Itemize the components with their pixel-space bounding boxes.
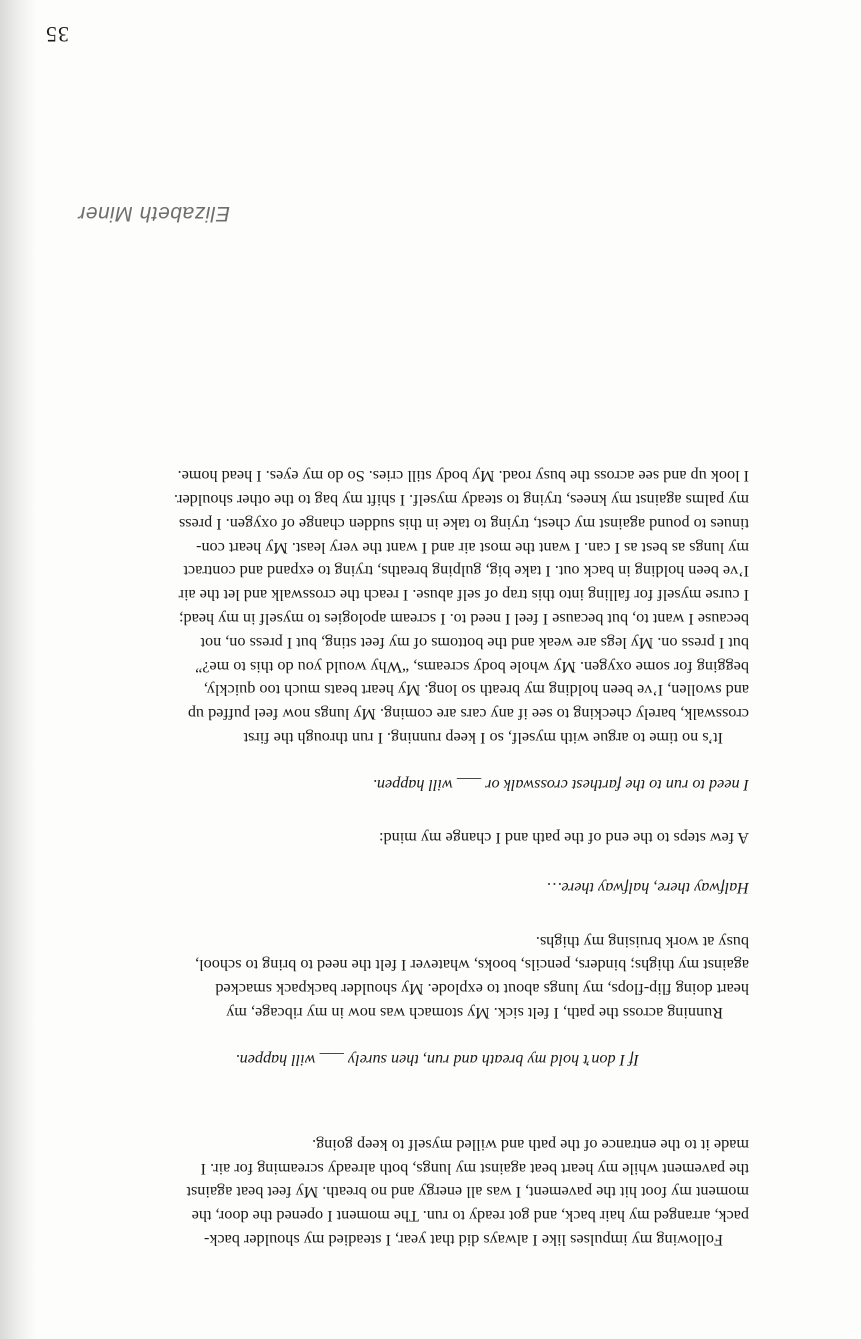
paragraph-1 (109, 1132, 749, 1251)
page-number: 35 (45, 22, 69, 47)
text-line: busy at work bruising my thighs. (535, 932, 749, 951)
text-line: but I press on. My legs are weak and the bottoms of my feet sting, but I press on, not (200, 633, 749, 652)
italic-thought-1 (0, 1047, 639, 1071)
text-line: I look up and see across the busy road. My body still cries. So do my eyes. I head home. (177, 467, 749, 486)
text-line: pack, arranged my hair back, and got ready to run. The moment I opened the door, the (191, 1207, 749, 1226)
text-line: moment my foot hit the pavement, I was all energy and no breath. My feet beat against (186, 1183, 749, 1202)
text-line: I curse myself for falling into this trap of self abuse. I reach the crosswalk and let the air (178, 586, 749, 605)
text-line: because I want to, but because I feel I need to. I scream apologies to myself in my head; (179, 610, 749, 629)
text-line: Following my impulses like I always did that year, I steadied my shoulder back- (203, 1231, 723, 1249)
text-line: Running across the path, I felt sick. My stomach was now in my ribcage, my (226, 1004, 723, 1022)
text-line: made it to the entrance of the path and willed myself to keep going. (312, 1135, 749, 1154)
paragraph-3 (109, 463, 749, 749)
text-line: I need to run to the farthest crosswalk or ___ will happen. (372, 776, 749, 794)
text-line: the pavement while my heart beat against my lungs, both already screaming for air. I (200, 1159, 749, 1178)
text-line: Halfway there, halfway there… (546, 879, 749, 897)
text-line: and swollen, I’ve been holding my breath so long. My heart beats much too quickly, (203, 681, 749, 700)
text-line: If I don’t hold my breath and run, then surely ___ will happen. (235, 1051, 639, 1069)
text-line: tinues to pound against my chest, trying to take in this sudden change of oxygen. I press (178, 514, 749, 533)
paragraph-transition (109, 825, 749, 849)
text-line: begging for some oxygen. My whole body screams, “Why would you do this to me?” (195, 657, 749, 676)
text-line: It’s no time to argue with myself, so I keep running. I run through the first (243, 729, 723, 747)
italic-thought-3 (109, 772, 749, 796)
text-line: my lungs as best as I can. I want the most air and I want the very least. My heart con- (196, 538, 749, 557)
text-line: A few steps to the end of the path and I change my mind: (379, 829, 749, 847)
text-line: heart doing flip-flops, my lungs about to explode. My shoulder backpack smacked (215, 980, 749, 999)
text-line: my palms against my knees, trying to steady myself. I shift my bag to the other shoulder. (173, 491, 749, 510)
text-line: crosswalk, barely checking to see if any cars are coming. My lungs now feel puffed up (187, 705, 749, 724)
text-line: against my thighs; binders, pencils, books, whatever I felt the need to bring to school, (195, 956, 749, 975)
italic-thought-2 (109, 875, 749, 899)
binding-shadow (0, 0, 36, 1339)
author-name: Elizabeth Miner (77, 202, 230, 225)
paragraph-2 (109, 929, 749, 1024)
text-line: I’ve been holding in back out. I take big, gulping breaths, trying to expand and contract (183, 562, 749, 581)
